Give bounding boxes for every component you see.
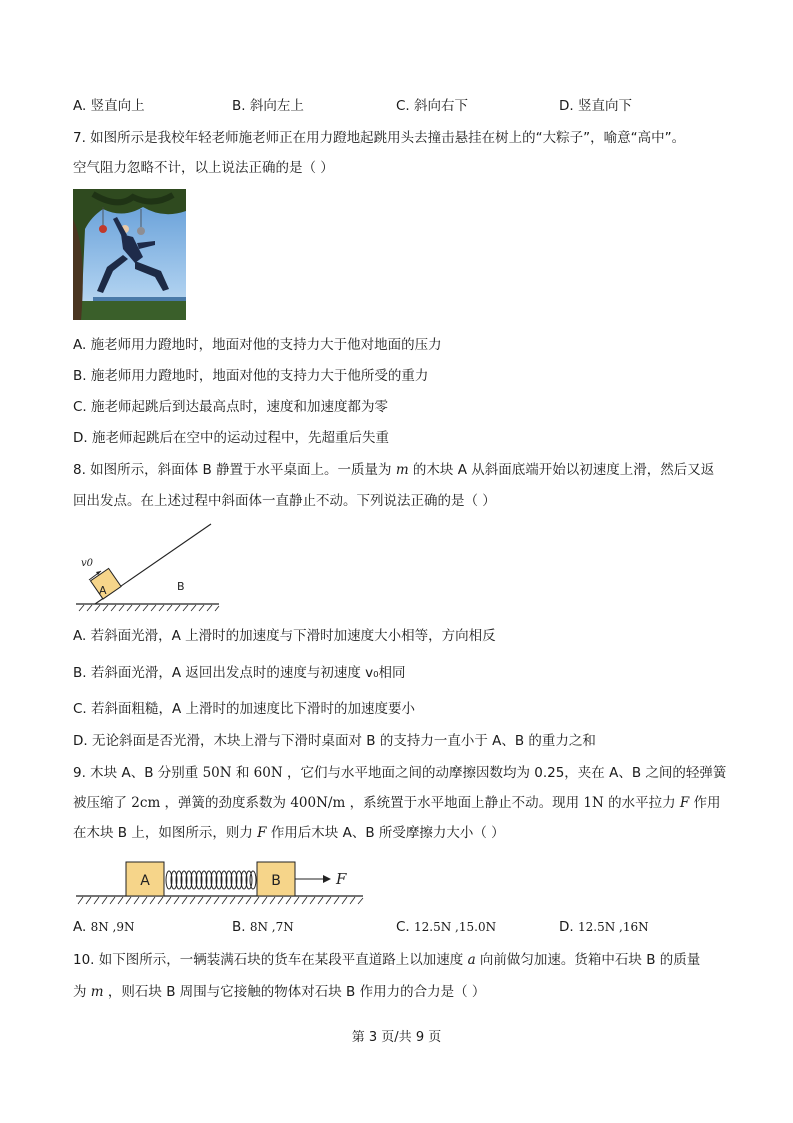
q6-option-c[interactable]: C. 斜向右下 <box>396 98 469 114</box>
q9-force-variable: F <box>679 795 690 811</box>
q7-option-d[interactable]: D. 施老师起跳后在空中的运动过程中，先超重后失重 <box>73 430 389 446</box>
q10-text: ，则石块 B 周围与它接触的物体对石块 B 作用力的合力是（ ） <box>107 984 486 1000</box>
q6-options <box>73 96 733 116</box>
q9-option-c-label: C. <box>396 919 410 935</box>
q9-text: 在木块 B 上，如图所示，则力 <box>73 825 253 841</box>
q8-stem-part1: 8. 如图所示，斜面体 B 静置于水平桌面上。一质量为 <box>73 462 392 478</box>
q9-option-a-label: A. <box>73 919 87 935</box>
q9-option-c[interactable] <box>396 917 496 937</box>
q10-mass-variable: m <box>90 984 104 1000</box>
q9-force-variable: F <box>257 825 267 841</box>
q6-option-b[interactable]: B. 斜向左上 <box>232 98 304 114</box>
q7-option-c[interactable]: C. 施老师起跳后到达最高点时，速度和加速度都为零 <box>73 399 389 415</box>
q9-option-d-label: D. <box>559 919 574 935</box>
q10-stem-line1 <box>73 950 700 970</box>
q9-text: 和 <box>235 765 250 781</box>
q9-compression: 2cm <box>131 795 161 811</box>
q9-option-a-value: 8N ,9N <box>90 920 135 934</box>
q9-text: 的水平拉力 <box>608 795 676 811</box>
q7-photo <box>73 189 186 320</box>
q9-spring-constant: 400N/m <box>290 795 346 811</box>
q9-text: ，它们与水平地面之间的动摩擦因数均为 0.25，夹在 A、B 之间的轻弹簧 <box>286 765 727 781</box>
page-footer: 第 3 页/共 9 页 <box>351 1030 442 1045</box>
q8-option-b[interactable]: B. 若斜面光滑，A 返回出发点时的速度与初速度 v₀相同 <box>73 665 406 681</box>
q6-option-a[interactable]: A. 竖直向上 <box>73 98 145 114</box>
q10-text: 向前做匀加速。货箱中石块 B 的质量 <box>479 952 701 968</box>
q9-option-d[interactable] <box>559 917 649 937</box>
q9-text: ，系统置于水平地面上静止不动。现用 <box>349 795 580 811</box>
q9-block-b-label: B <box>271 873 281 889</box>
q7-option-b[interactable]: B. 施老师用力蹬地时，地面对他的支持力大于他所受的重力 <box>73 368 429 384</box>
q10-acceleration-variable: a <box>467 952 476 968</box>
q8-stem-line1 <box>73 460 714 480</box>
q8-v0-label: v0 <box>81 558 94 569</box>
q8-option-d[interactable]: D. 无论斜面是否光滑，木块上滑与下滑时桌面对 B 的支持力一直小于 A、B 的重力之和 <box>73 733 596 749</box>
q10-stem-line2 <box>73 982 485 1002</box>
q8-incline-figure <box>73 520 223 615</box>
q9-option-b-label: B. <box>232 919 246 935</box>
q8-stem-part2: 的木块 A 从斜面底端开始以初速度上滑，然后又返 <box>412 462 715 478</box>
q9-text: 作用后木块 A、B 所受摩擦力大小（ ） <box>270 825 505 841</box>
q9-block-a-label: A <box>140 873 150 889</box>
q10-text: 为 <box>73 984 87 1000</box>
q9-force-value: 1N <box>583 795 604 811</box>
q9-option-b[interactable] <box>232 917 294 937</box>
q8-block-a-label: A <box>99 584 107 597</box>
q9-stem-line2 <box>73 793 721 813</box>
q9-option-a[interactable] <box>73 917 135 937</box>
q9-weight-a: 50N <box>202 765 232 781</box>
q9-option-c-value: 12.5N ,15.0N <box>414 920 497 934</box>
q8-stem-line2: 回出发点。在上述过程中斜面体一直静止不动。下列说法正确的是（ ） <box>73 493 496 509</box>
q9-force-label: F <box>336 870 347 888</box>
q9-weight-b: 60N <box>253 765 283 781</box>
q9-spring-figure <box>73 856 368 910</box>
q8-slope-b-label: B <box>177 580 185 593</box>
q8-option-c[interactable]: C. 若斜面粗糙，A 上滑时的加速度比下滑时的加速度要小 <box>73 701 416 717</box>
q8-option-a[interactable]: A. 若斜面光滑，A 上滑时的加速度与下滑时加速度大小相等，方向相反 <box>73 628 496 644</box>
q6-option-d[interactable]: D. 竖直向下 <box>559 98 632 114</box>
q7-option-a[interactable]: A. 施老师用力蹬地时，地面对他的支持力大于他对地面的压力 <box>73 337 442 353</box>
q9-option-b-value: 8N ,7N <box>249 920 294 934</box>
q10-text: 10. 如下图所示，一辆装满石块的货车在某段平直道路上以加速度 <box>73 952 464 968</box>
q9-text: 作用 <box>693 795 721 811</box>
q9-text: 被压缩了 <box>73 795 127 811</box>
q9-stem-line1 <box>73 763 726 783</box>
q9-text: 9. 木块 A、B 分别重 <box>73 765 199 781</box>
q7-stem-line1: 7. 如图所示是我校年轻老师施老师正在用力蹬地起跳用头去撞击悬挂在树上的“大粽子”，喻意“高中”。 <box>73 130 686 146</box>
q9-spring <box>166 871 256 889</box>
q9-text: ，弹簧的劲度系数为 <box>164 795 287 811</box>
q8-mass-variable: m <box>395 462 409 478</box>
q9-stem-line3 <box>73 823 505 843</box>
q9-option-d-value: 12.5N ,16N <box>577 920 649 934</box>
q7-stem-line2: 空气阻力忽略不计，以上说法正确的是（ ） <box>73 160 334 176</box>
